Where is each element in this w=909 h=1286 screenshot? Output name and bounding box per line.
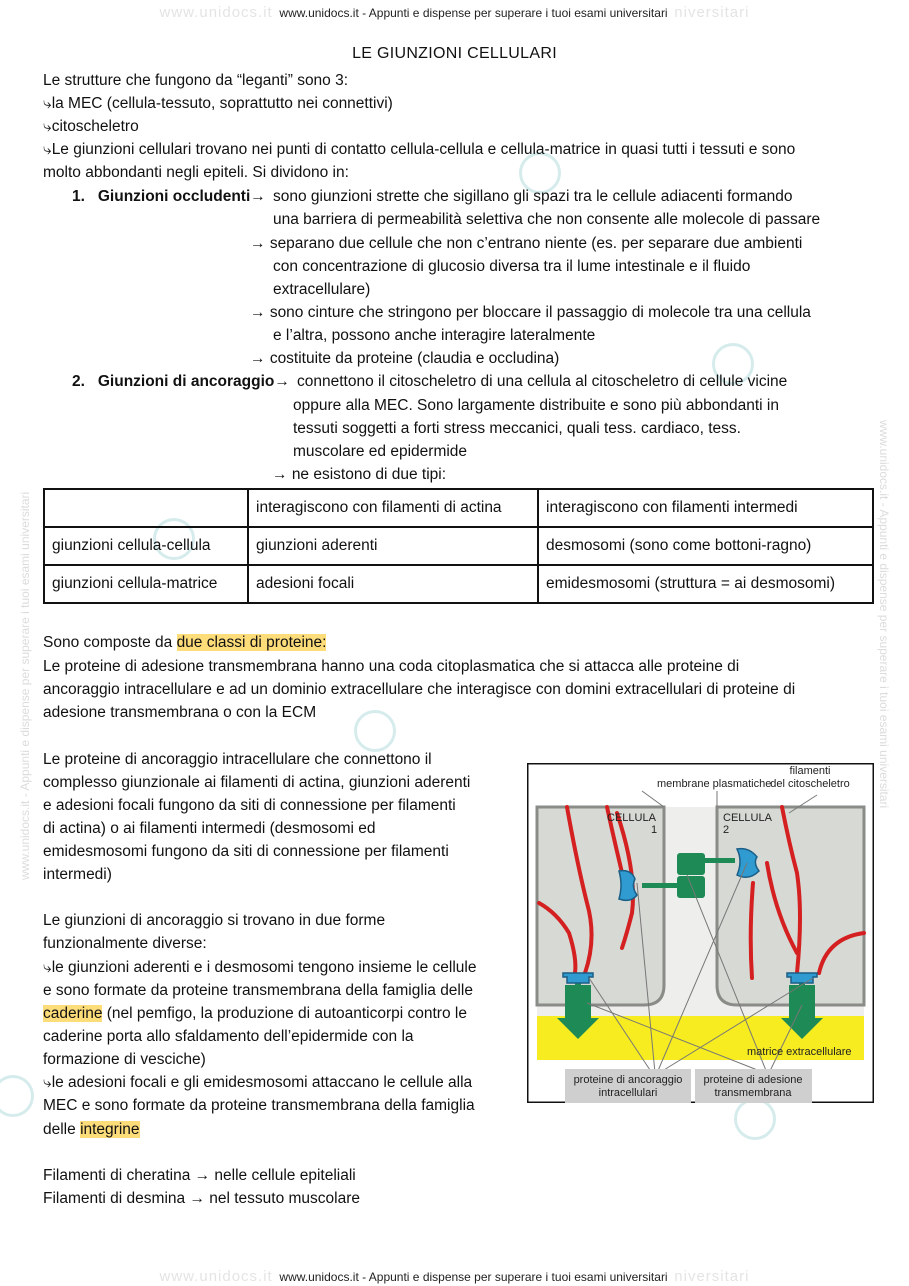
table-cell: interagiscono con filamenti intermedi (538, 489, 873, 527)
intro-bullet: ⤷la MEC (cellula-tessuto, soprattutto nei connettivi) (43, 95, 393, 112)
filaments-line: Filamenti di cheratina → nelle cellule epiteliali (43, 1167, 356, 1184)
table-cell: giunzioni aderenti (248, 527, 538, 565)
forms-line: funzionalmente diverse: (43, 935, 207, 952)
list-item-text: oppure alla MEC. Sono largamente distribuite e sono più abbondanti in (293, 397, 779, 414)
table-header-row (44, 489, 873, 527)
intro-bullet: ⤷Le giunzioni cellulari trovano nei punti di contatto cellula-cellula e cellula-matrice in quasi tutti i tessuti e sono (43, 141, 796, 158)
bullet-arrow-icon: ⤷ (43, 95, 52, 112)
list-item-title: Giunzioni di ancoraggio (97, 373, 275, 390)
list-item-text: extracellulare) (273, 281, 371, 298)
bullet-arrow-icon: ⤷ (43, 141, 52, 158)
adhesion-label-line1: proteine di adesione (703, 1074, 803, 1086)
forms-line: caderine (nel pemfigo, la produzione di autoanticorpi contro le (43, 1005, 467, 1022)
highlighted-text: integrine (80, 1121, 140, 1138)
composition-text: Le proteine di adesione transmembrana hanno una coda citoplasmatica che si attacca alle proteine di (43, 658, 740, 675)
forms-bullet: ⤷le giunzioni aderenti e i desmosomi tengono insieme le cellule (43, 959, 477, 976)
forms-line: MEC e sono formate da proteine transmembrana della famiglia (43, 1097, 475, 1114)
list-item-2-header: 2. Giunzioni di ancoraggio→ (72, 373, 290, 390)
composition-text: ancoraggio intracellulare e ad un dominio extracellulare che interagisce con domini extracellulari di proteine di (43, 681, 796, 698)
side-watermark-right: www.unidocs.it - Appunti e dispense per superare i tuoi esami universitari (877, 420, 891, 809)
list-item-title: Giunzioni occludenti (97, 188, 251, 205)
ghost-watermark-right: niversitari (674, 1268, 750, 1285)
page-title: LE GIUNZIONI CELLULARI (352, 45, 557, 62)
arrow-icon: → (250, 350, 266, 367)
table-cell: emidesmosomi (struttura = ai desmosomi) (538, 565, 873, 603)
bullet-arrow-icon: ⤷ (43, 959, 52, 976)
watermark-logo-icon (354, 710, 396, 752)
footer-watermark-text: www.unidocs.it - Appunti e dispense per superare i tuoi esami universitari (279, 1270, 668, 1284)
header-watermark[interactable] (0, 4, 909, 21)
arrow-icon: → (250, 304, 266, 321)
intro-line: molto abbondanti negli epiteli. Si dividono in: (43, 164, 349, 181)
forms-line: e sono formate da proteine transmembrana della famiglia delle (43, 982, 473, 999)
highlighted-text: due classi di proteine: (176, 634, 327, 651)
forms-line: caderine porta allo sfaldamento dell’epidermide con la (43, 1028, 414, 1045)
forms-line: delle integrine (43, 1121, 140, 1138)
forms-line: Le giunzioni di ancoraggio si trovano in due forme (43, 912, 386, 929)
watermark-logo-icon (734, 1098, 776, 1140)
arrow-icon: → (250, 235, 266, 252)
table-cell: interagiscono con filamenti di actina (248, 489, 538, 527)
cell-1-label: CELLULA (607, 812, 656, 824)
arrow-icon: → (250, 188, 266, 205)
list-item-text: connettono il citoscheletro di una cellula al citoscheletro di cellule vicine (297, 373, 788, 390)
anchor-paragraph-line: complesso giunzionale ai filamenti di actina, giunzioni aderenti (43, 774, 471, 791)
table-cell: adesioni focali (248, 565, 538, 603)
adhesion-label-line2: transmembrana (714, 1087, 792, 1099)
list-item-text: con concentrazione di glucosio diversa tra il lume intestinale e il fluido (273, 258, 751, 275)
table-cell: giunzioni cellula-matrice (44, 565, 248, 603)
table-cell (44, 489, 248, 527)
intro-line: Le strutture che fungono da “leganti” sono 3: (43, 72, 349, 89)
list-item-text: sono giunzioni strette che sigillano gli spazi tra le cellule adiacenti formando (273, 188, 793, 205)
anchor-paragraph-line: intermedi) (43, 866, 112, 883)
anchor-label-line1: proteine di ancoraggio (573, 1074, 683, 1086)
list-item-text: → sono cinture che stringono per bloccare il passaggio di molecole tra una cellula (250, 304, 811, 321)
arrow-icon: → (274, 373, 290, 390)
matrix-label: matrice extracellulare (747, 1046, 852, 1058)
forms-bullet: ⤷le adesioni focali e gli emidesmosomi attaccano le cellule alla (43, 1074, 473, 1091)
watermark-logo-icon (0, 1075, 34, 1117)
junctions-table (43, 488, 874, 604)
filaments-label-line2: del citoscheletro (770, 778, 850, 790)
table-row (44, 527, 873, 565)
list-item-text: → separano due cellule che non c’entrano niente (es. per separare due ambienti (250, 235, 803, 252)
header-watermark-text: www.unidocs.it - Appunti e dispense per superare i tuoi esami universitari (279, 6, 668, 20)
anchor-label-line2: intracellulari (598, 1087, 658, 1099)
table-cell: desmosomi (sono come bottoni-ragno) (538, 527, 873, 565)
table-cell: giunzioni cellula-cellula (44, 527, 248, 565)
list-item-text: → ne esistono di due tipi: (272, 466, 447, 483)
anchor-paragraph-line: e adesioni focali fungono da siti di connessione per filamenti (43, 797, 456, 814)
junction-diagram (527, 763, 874, 1103)
filaments-line: Filamenti di desmina → nel tessuto muscolare (43, 1190, 361, 1207)
cell-2-number: 2 (723, 824, 730, 836)
ghost-watermark-right: niversitari (674, 4, 750, 21)
ghost-watermark-left: www.unidocs.it (159, 1268, 273, 1285)
footer-watermark[interactable] (0, 1268, 909, 1285)
list-item-text: muscolare ed epidermide (293, 443, 468, 460)
anchor-paragraph-line: di actina) o ai filamenti intermedi (desmosomi ed (43, 820, 376, 837)
list-item-1-header: 1. Giunzioni occludenti→ (72, 188, 266, 205)
anchor-paragraph-line: emidesmosomi fungono da siti di connessione per filamenti (43, 843, 449, 860)
composition-text: adesione transmembrana o con la ECM (43, 704, 317, 721)
ghost-watermark-left: www.unidocs.it (159, 4, 273, 21)
bullet-arrow-icon: ⤷ (43, 1074, 52, 1091)
list-item-text: e l’altra, possono anche interagire lateralmente (273, 327, 596, 344)
table-row (44, 565, 873, 603)
list-item-text: tessuti soggetti a forti stress meccanici, quali tess. cardiaco, tess. (293, 420, 741, 437)
highlighted-text: caderine (43, 1005, 103, 1022)
cell-1-number: 1 (651, 824, 658, 836)
forms-line: formazione di vesciche) (43, 1051, 206, 1068)
list-item-text: → costituite da proteine (claudia e occludina) (250, 350, 560, 367)
list-item-text: una barriera di permeabilità selettiva che non consente alle molecole di passare (273, 211, 821, 228)
filaments-label-line1: filamenti (789, 765, 831, 777)
membrane-label: membrane plasmatiche (657, 778, 772, 790)
cell-2-label: CELLULA (723, 812, 772, 824)
intro-bullet: ⤷citoscheletro (43, 118, 139, 135)
arrow-icon: → (272, 466, 288, 483)
anchor-paragraph-line: Le proteine di ancoraggio intracellulare che connettono il (43, 751, 432, 768)
cell-1 (537, 807, 664, 1005)
bullet-arrow-icon: ⤷ (43, 118, 52, 135)
side-watermark-left: www.unidocs.it - Appunti e dispense per superare i tuoi esami universitari (18, 491, 32, 880)
composition-lead: Sono composte da due classi di proteine: (43, 634, 327, 651)
